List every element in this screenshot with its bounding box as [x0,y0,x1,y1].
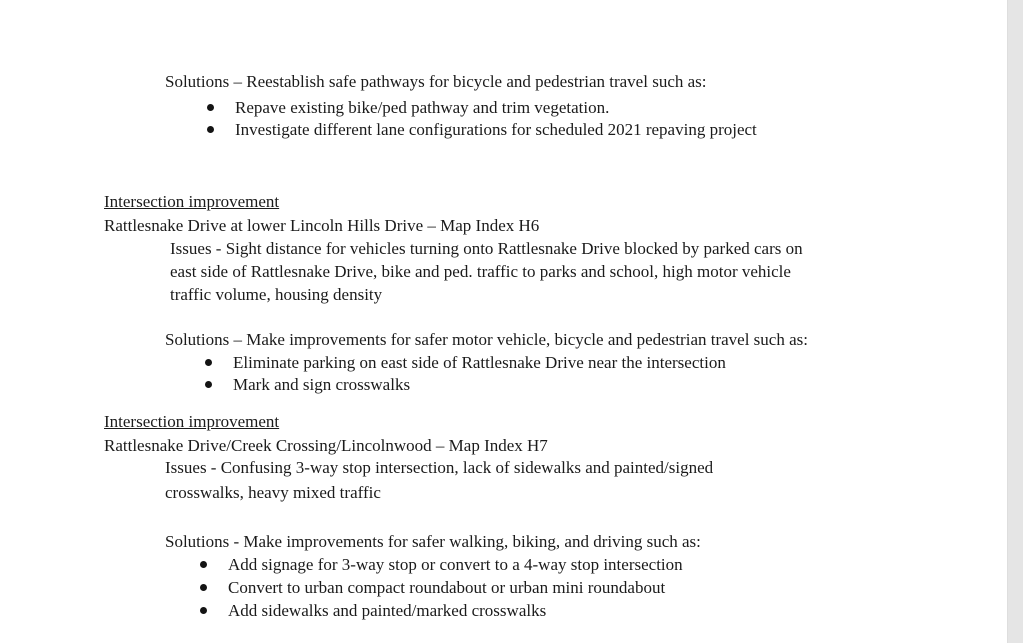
solutions-heading-h7: Solutions - Make improvements for safer walking, biking, and driving such as: [165,532,701,551]
bullet-icon [205,381,212,388]
section-heading-intersection-h6: Intersection improvement [104,192,280,211]
right-gutter [1007,0,1023,643]
bullet-text: Investigate different lane configurations for scheduled 2021 repaving project [235,120,757,139]
bullet-item [200,599,546,622]
bullet-item [205,373,410,396]
bullet-icon [207,126,214,133]
bullet-icon [205,359,212,366]
bullet-icon [200,584,207,591]
bullet-icon [200,561,207,568]
section-heading-intersection-h7: Intersection improvement [104,412,280,431]
issues-text-line: traffic volume, housing density [170,285,383,304]
bullet-icon [200,607,207,614]
location-line-h7: Rattlesnake Drive/Creek Crossing/Lincolnwood – Map Index H7 [104,436,548,455]
bullet-item [200,553,683,576]
bullet-text: Add signage for 3-way stop or convert to a 4-way stop intersection [228,555,683,574]
bullet-text: Mark and sign crosswalks [233,375,411,394]
bullet-icon [207,104,214,111]
bullet-text: Convert to urban compact roundabout or urban mini roundabout [228,578,666,597]
solutions-heading-h6: Solutions – Make improvements for safer motor vehicle, bicycle and pedestrian travel such as: [165,330,808,349]
bullet-text: Repave existing bike/ped pathway and trim vegetation. [235,98,610,117]
solutions-heading-pathway: Solutions – Reestablish safe pathways for bicycle and pedestrian travel such as: [165,72,707,91]
issues-text-line: Issues - Sight distance for vehicles turning onto Rattlesnake Drive blocked by parked cars on [170,239,803,258]
issues-text-line: crosswalks, heavy mixed traffic [165,483,381,502]
issues-text-line: east side of Rattlesnake Drive, bike and ped. traffic to parks and school, high motor vehicle [170,262,791,281]
bullet-text: Eliminate parking on east side of Rattlesnake Drive near the intersection [233,353,726,372]
bullet-item [207,96,609,119]
location-line-h6: Rattlesnake Drive at lower Lincoln Hills Drive – Map Index H6 [104,216,540,235]
bullet-item [200,576,665,599]
bullet-text: Add sidewalks and painted/marked crosswalks [228,601,547,620]
bullet-item [207,118,757,141]
bullet-item [205,351,726,374]
issues-text-line: Issues - Confusing 3-way stop intersection, lack of sidewalks and painted/signed [165,458,714,477]
